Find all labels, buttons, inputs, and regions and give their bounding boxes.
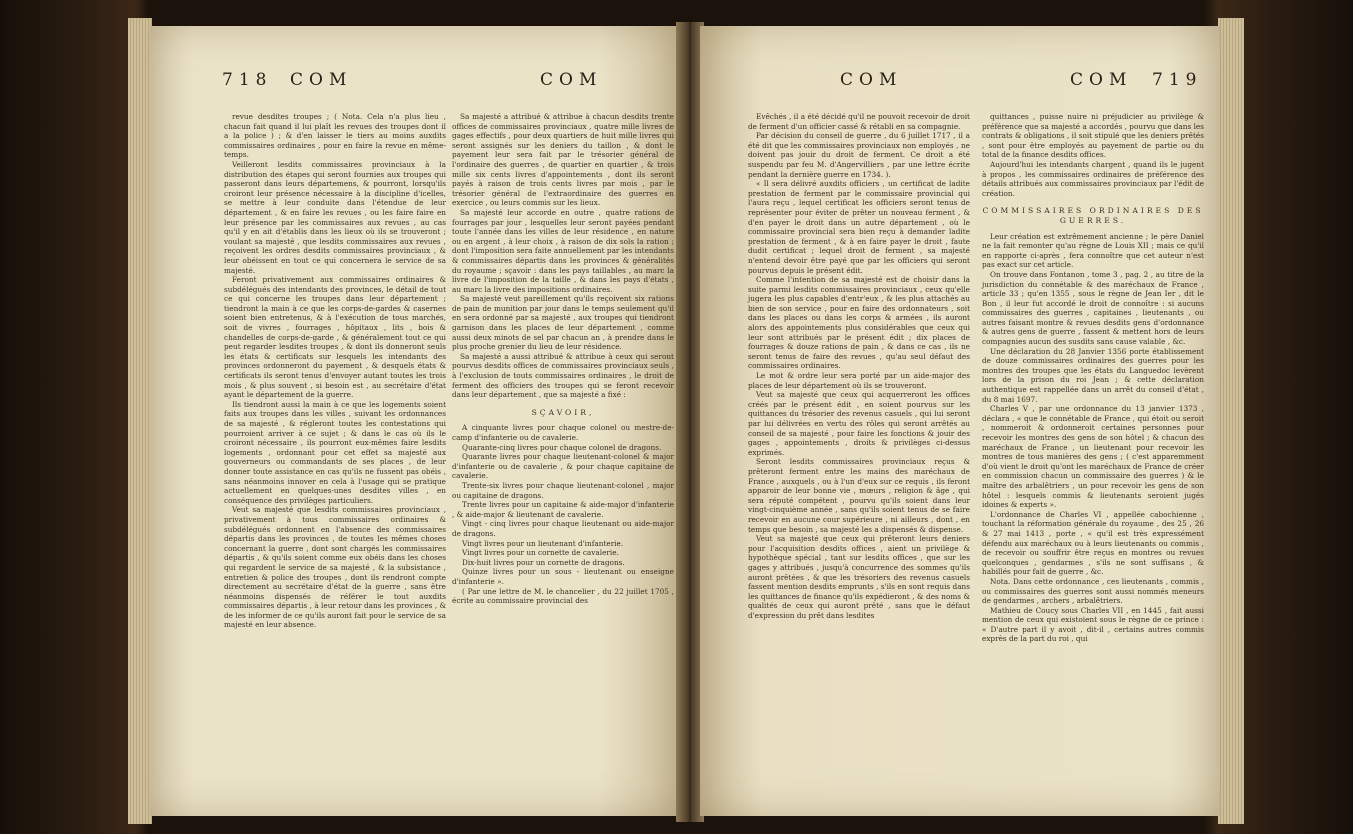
paragraph: Veut sa majesté que lesdits commissaires provinciaux , privativement à tous commissaires ordinaires & subdélégués ordonnent en l'absence des commissaires départis dans les provinces , de toutes les mêmes choses concernant la guerre , dont sont chargés les commissaires départis , & qu'ils soient comme eux obéis dans les choses qui regardent le service de sa majesté , & la subsistance , entretien & police des troupes , dont ils rendront compte directement au secrétaire d'état de la guerre , sans être néanmoins dispensés de référer le tout auxdits commissaires départis , à leur retour dans les provinces , & de les informer de ce qu'ils auront fait pour le service de sa majesté en leur absence. [224,505,446,630]
list-item: Vingt - cinq livres pour chaque lieutenant ou aide-major de dragons. [452,519,674,538]
paragraph: Leur création est extrêmement ancienne ; le père Daniel ne la fait remonter qu'au règne de Louis XII ; mais ce qu'il en rapporte ci-après , fera connoître que cet auteur n'est pas exact sur cet article. [982,231,1204,270]
list-item: Quarante-cinq livres pour chaque colonel de dragons. [462,442,662,452]
right-column-2 [982,112,1204,644]
list-item: Quarante livres pour chaque lieutenant-colonel & major d'infanterie ou de cavalerie , & pour chaque capitaine de cavalerie. [452,452,674,481]
left-column-2 [452,112,674,606]
paragraph: Sa majesté a attribué & attribue à chacun desdits trente offices de commissaires provinciaux , quatre mille livres de gages effectifs , pour deux quartiers de huit mille livres qui seront assignés sur les deniers du taillon , & dont le payement leur sera fait par le trésorier général de l'ordinaire des guerres , de quartier en quartier , & trois mille six cents livres d'appointements , dont ils seront payés à raison de trois cents livres par mois , par le trésorier général de l'extraordinaire des guerres en exercice , ou leurs commis sur les lieux. [452,112,674,208]
right-head-word-2: COM [1070,70,1133,90]
list-item: Trente livres pour un capitaine & aide-major d'infanterie , & aide-major & lieutenant de cavalerie. [452,500,674,519]
list-item: ( Par une lettre de M. le chancelier , du 22 juillet 1705 , écrite au commissaire provincial des [452,586,674,606]
paragraph: Feront privativement aux commissaires ordinaires & subdélégués des intendants des provinces, le détail de tout ce qui concerne les troupes dans leur département ; tiendront la main à ce que les corps-de-gardes & casernes soient bien entretenus, & à l'exécution de tous marchés, soit de vivres , fourrages , hôpitaux , lits , bois & chandelles de corps-de-garde , & généralement tout ce qui peut regarder lesdites troupes , & dont ils donneront seuls les états & certificats sur lesquels les intendants des provinces ordonneront du payement , & desquels états & certificats ils seront tenus d'envoyer autant toutes les trois mois , & plus souvent , si besoin est , au secrétaire d'état ayant le département de la guerre. [224,275,446,400]
paragraph: Charles V , par une ordonnance du 13 janvier 1373 , déclara , « que le connétable de France , qui étoit ou seroit , nommeroit & ordonneroit certaines personnes pour recevoir les montres des gens de son hôtel ; & chacun des maréchaux de France , un lieutenant pour recevoir les montres de tous manières des gens ; ( c'est apparemment d'où vient le droit qu'ont les maréchaux de France de créer en commission chacun un commissaire des guerres ) & le maître des arbalêtriers , un pour recevoir les gens de son hôtel : lesquels commis & lieutenants seroient jugés idoines & experts ». [982,404,1204,510]
paragraph: Une déclaration du 28 Janvier 1356 porte établissement de douze commissaires ordinaires des guerres pour les montres des troupes que les états du Languedoc levèrent lors de la prison du roi Jean ; & cette déclaration authentique est rappellée dans un arrêt du conseil d'état , du 8 mai 1697. [982,346,1204,404]
list-item: Quinze livres pour un sous - lieutenant ou enseigne d'infanterie ». [452,567,674,586]
left-page-number: 718 [222,70,273,90]
paragraph: Veilleront lesdits commissaires provinciaux à la distribution des étapes qui seront fournies aux troupes qui passeront dans leurs départemens, & pourront, lorsqu'ils croiront leur présence nécessaire à la discipline d'icelles, se mettre à leur conduite dans l'étendue de leur département , & en faire les revues , ou les faire faire en leur présence par les commissaires aux revues , au cas qu'il y en ait d'établis dans les lieux où ils se trouveront ; voulant sa majesté , que lesdits commissaires aux revues , reçoivent les ordres desdits commissaires provinciaux , & leur obéissent en tout ce qui concernera le service de sa majesté. [224,159,446,275]
paragraph: quittances , puisse nuire ni préjudicier au privilège & préférence que sa majesté a accordés , pourvu que dans les contrats & obligations , il soit stipulé que les deniers prêtés , sont pour être employés au payement de partie ou du total de la finance desdits offices. [982,112,1204,160]
left-head-word-2: COM [540,70,603,90]
paragraph: Evêchés , il a été décidé qu'il ne pouvoit recevoir de droit de ferment d'un officier cassé & rétabli en sa compagnie. [748,112,970,131]
left-page [150,26,678,816]
paragraph: Ils tiendront aussi la main à ce que les logements soient faits aux troupes dans les villes , suivant les ordonnances de sa majesté , & régleront toutes les contestations qui pourroient arriver à ce sujet ; & dans le cas où ils le croiront nécessaire , ils pourront eux-mêmes faire lesdits logements , ordonnant pour cet effet sa majesté aux gouverneurs ou commandants de ses places , de leur donner toute assistance en cas qu'ils ne fussent pas obéis , sans néanmoins innover en cela à l'usage qui se pratique actuellement en quelques-unes desdites villes , en conséquence des privilèges particuliers. [224,399,446,505]
right-column-1 [748,112,970,620]
paragraph: Sa majesté leur accorde en outre , quatre rations de fourrages par jour , lesquelles leur seront payées pendant toute l'année dans les villes de leur résidence , en nature ou en argent , à leur choix , à raison de dix sols la ration ; dont l'imposition sera faite annuellement par les intendants & commissaires départis dans les provinces & généralités du royaume ; sçavoir : dans les pays taillables , au marc la livre de l'imposition de la taille , & dans les pays d'états , au marc la livre des impositions ordinaires. [452,207,674,294]
page-edges-right [1218,18,1244,824]
paragraph: Aujourd'hui les intendants chargent , quand ils le jugent à propos , les commissaires ordinaires de préférence des détails attribués aux commissaires provinciaux par l'édit de création. [982,159,1204,198]
paragraph: L'ordonnance de Charles VI , appellée cabochienne , touchant la réformation générale du royaume , des 25 , 26 & 27 mai 1413 , porte , « qu'il est très expressément défendu aux maréchaux ou à leurs lieutenants ou commis , de recevoir ou souffrir être reçus en montres ou revues quelconques , gendarmes , s'ils ne sont suffisans , & habillés pour fait de guerre , &c. [982,509,1204,577]
paragraph: Sa majesté a aussi attribué & attribue à ceux qui seront pourvus desdits offices de commissaires provinciaux seuls , à l'exclusion de touts commissaires ordinaires , le droit de ferment des officiers des troupes qui se feront recevoir dans leur département , que sa majesté a fixé : [452,351,674,400]
list-item: Trente-six livres pour chaque lieutenant-colonel , major ou capitaine de dragons. [452,480,674,500]
paragraph: Veut sa majesté que ceux qui prêteront leurs deniers pour l'acquisition desdits offices , aient un privilège & hypothèque spécial , tant sur lesdits offices , que sur les gages y attribués , jusqu'à concurrence des sommes qu'ils auront prêtées , & que les trésoriers des revenus casuels fassent mention desdits emprunts , s'ils en sont requis dans les quittances de finance qu'ils expédieront , & des noms & qualités de ceux qui auront prêté , sans que le défaut d'expression du prêt dans lesdites [748,534,970,620]
list-item: A cinquante livres pour chaque colonel ou mestre-de-camp d'infanterie ou de cavalerie. [452,423,674,442]
paragraph: « Il sera délivré auxdits officiers , un certificat de ladite prestation de ferment par le commissaire provincial qui l'aura reçu , lequel certificat les officiers seront tenus de représenter pour éviter de prêter un nouveau ferment , & d'en payer le droit dans un autre département , où le commissaire provincial sera bien reçu à demander ladite prestation de ferment , & à en faire payer le droit , faute dudit certificat ; lequel droit de ferment , sa majesté n'entend devoir être payé que par les officiers qui seront pourvus depuis le présent édit. [748,179,970,275]
paragraph: Nota. Dans cette ordonnance , ces lieutenants , commis , ou commissaires des guerres sont aussi nommés meneurs de gendarmes , archers , arbalêtriers. [982,576,1204,606]
list-item: Vingt livres pour un lieutenant d'infanterie. [462,538,624,548]
paragraph: Veut sa majesté que ceux qui acquerreront les offices créés par le présent édit , en soient pourvus sur les quittances du trésorier des revenus casuels , qui lui seront par lui délivrées en vertu des rôles qui seront arrêtés au conseil de sa majesté , pour faire les fonctions & jouir des gages , appointements , droits & privilèges ci-dessus exprimés. [748,390,970,457]
section-heading: COMMISSAIRES ORDINAIRES DES GUERRES. [982,206,1204,225]
left-column-1 [224,112,446,630]
section-heading: SÇAVOIR, [531,407,595,417]
paragraph: Seront lesdits commissaires provinciaux reçus & prêteront ferment entre les mains des maréchaux de France , auxquels , ou à l'un d'eux sur ce requis , ils feront apparoir de leur bonne vie , mœurs , religion & âge , qui sera réputé compétent , pourvu qu'ils soient dans leur vingt-cinquième année , sans qu'ils soient tenus de se faire recevoir en aucune cour supérieure , ni ailleurs , dont , en temps que besoin , sa majesté les a dispensés & dispense. [748,457,970,534]
paragraph: Sa majesté veut pareillement qu'ils reçoivent six rations de pain de munition par jour dans le temps seulement qu'il en sera ordonné par sa majesté , aux troupes qui tiendront garnison dans les places de leur département , comme aussi deux minots de sel par chacun an , à prendre dans le plus proche grenier du lieu de leur résidence. [452,294,674,352]
paragraph: revue desdites troupes ; ( Nota. Cela n'a plus lieu , chacun fait quand il lui plaît les revues des troupes dont il a la police ) ; & d'en laisser le tiers au moins auxdits commissaires ordinaires , pour en faire la revue en même-temps. [224,112,446,160]
right-head-word-1: COM [840,70,903,90]
left-head-word-1: COM [290,70,353,90]
paragraph: Le mot & ordre leur sera porté par un aide-major des places de leur département où ils se trouveront. [748,371,970,390]
paragraph: Mathieu de Coucy sous Charles VII , en 1445 , fait aussi mention de ceux qui existoient sous le règne de ce prince : « D'autre part il y avoit , dit-il , certains autres commis exprès de la part du roi , qui [982,605,1204,644]
paragraph: On trouve dans Fontanon , tome 3 , pag. 2 , au titre de la jurisdiction du connétable & des maréchaux de France , article 33 ; qu'en 1355 , sous le règne de Jean Ier , dit le Bon , il leur fut accordé le droit de connoître : si aucuns commissaires des guerres , capitaines , lieutenants , ou autres faisant montre & revues desdits gens d'ordonnance & autres gens de guerre , fassent & mettent hors de leurs compagnies aucun des susdits sans cause valable , &c. [982,269,1204,347]
paragraph: Par décision du conseil de guerre , du 6 juillet 1717 , il a été dit que les commissaires provinciaux non employés , ne doivent pas jouir du droit de ferment. Ce droit a été suspendu par feu M. d'Angervilliers , par une lettre écrite pendant la dernière guerre en 1734. ). [748,131,970,179]
right-page-number: 719 [1152,70,1203,90]
paragraph: Comme l'intention de sa majesté est de choisir dans la suite parmi lesdits commissaires provinciaux , ceux qu'elle jugera les plus capables d'entr'eux , & les plus attachés au bien de son service , pour en faire des ordonnateurs , soit dans les places ou dans les corps & armées , ils auront alors des appointements plus considérables que ceux qui leur sont attribués par le présent édit ; dix places de fourrages & douze rations de pain , & dans ce cas , ils ne seront tenus de faire des revues , qu'au seul défaut des commissaires ordinaires. [748,275,970,371]
right-page [700,26,1220,816]
list-item: Vingt livres pour un cornette de cavalerie. [462,548,619,558]
list-item: Dix-huit livres pour un cornette de dragons. [462,557,625,567]
page-edges-left [128,18,152,824]
